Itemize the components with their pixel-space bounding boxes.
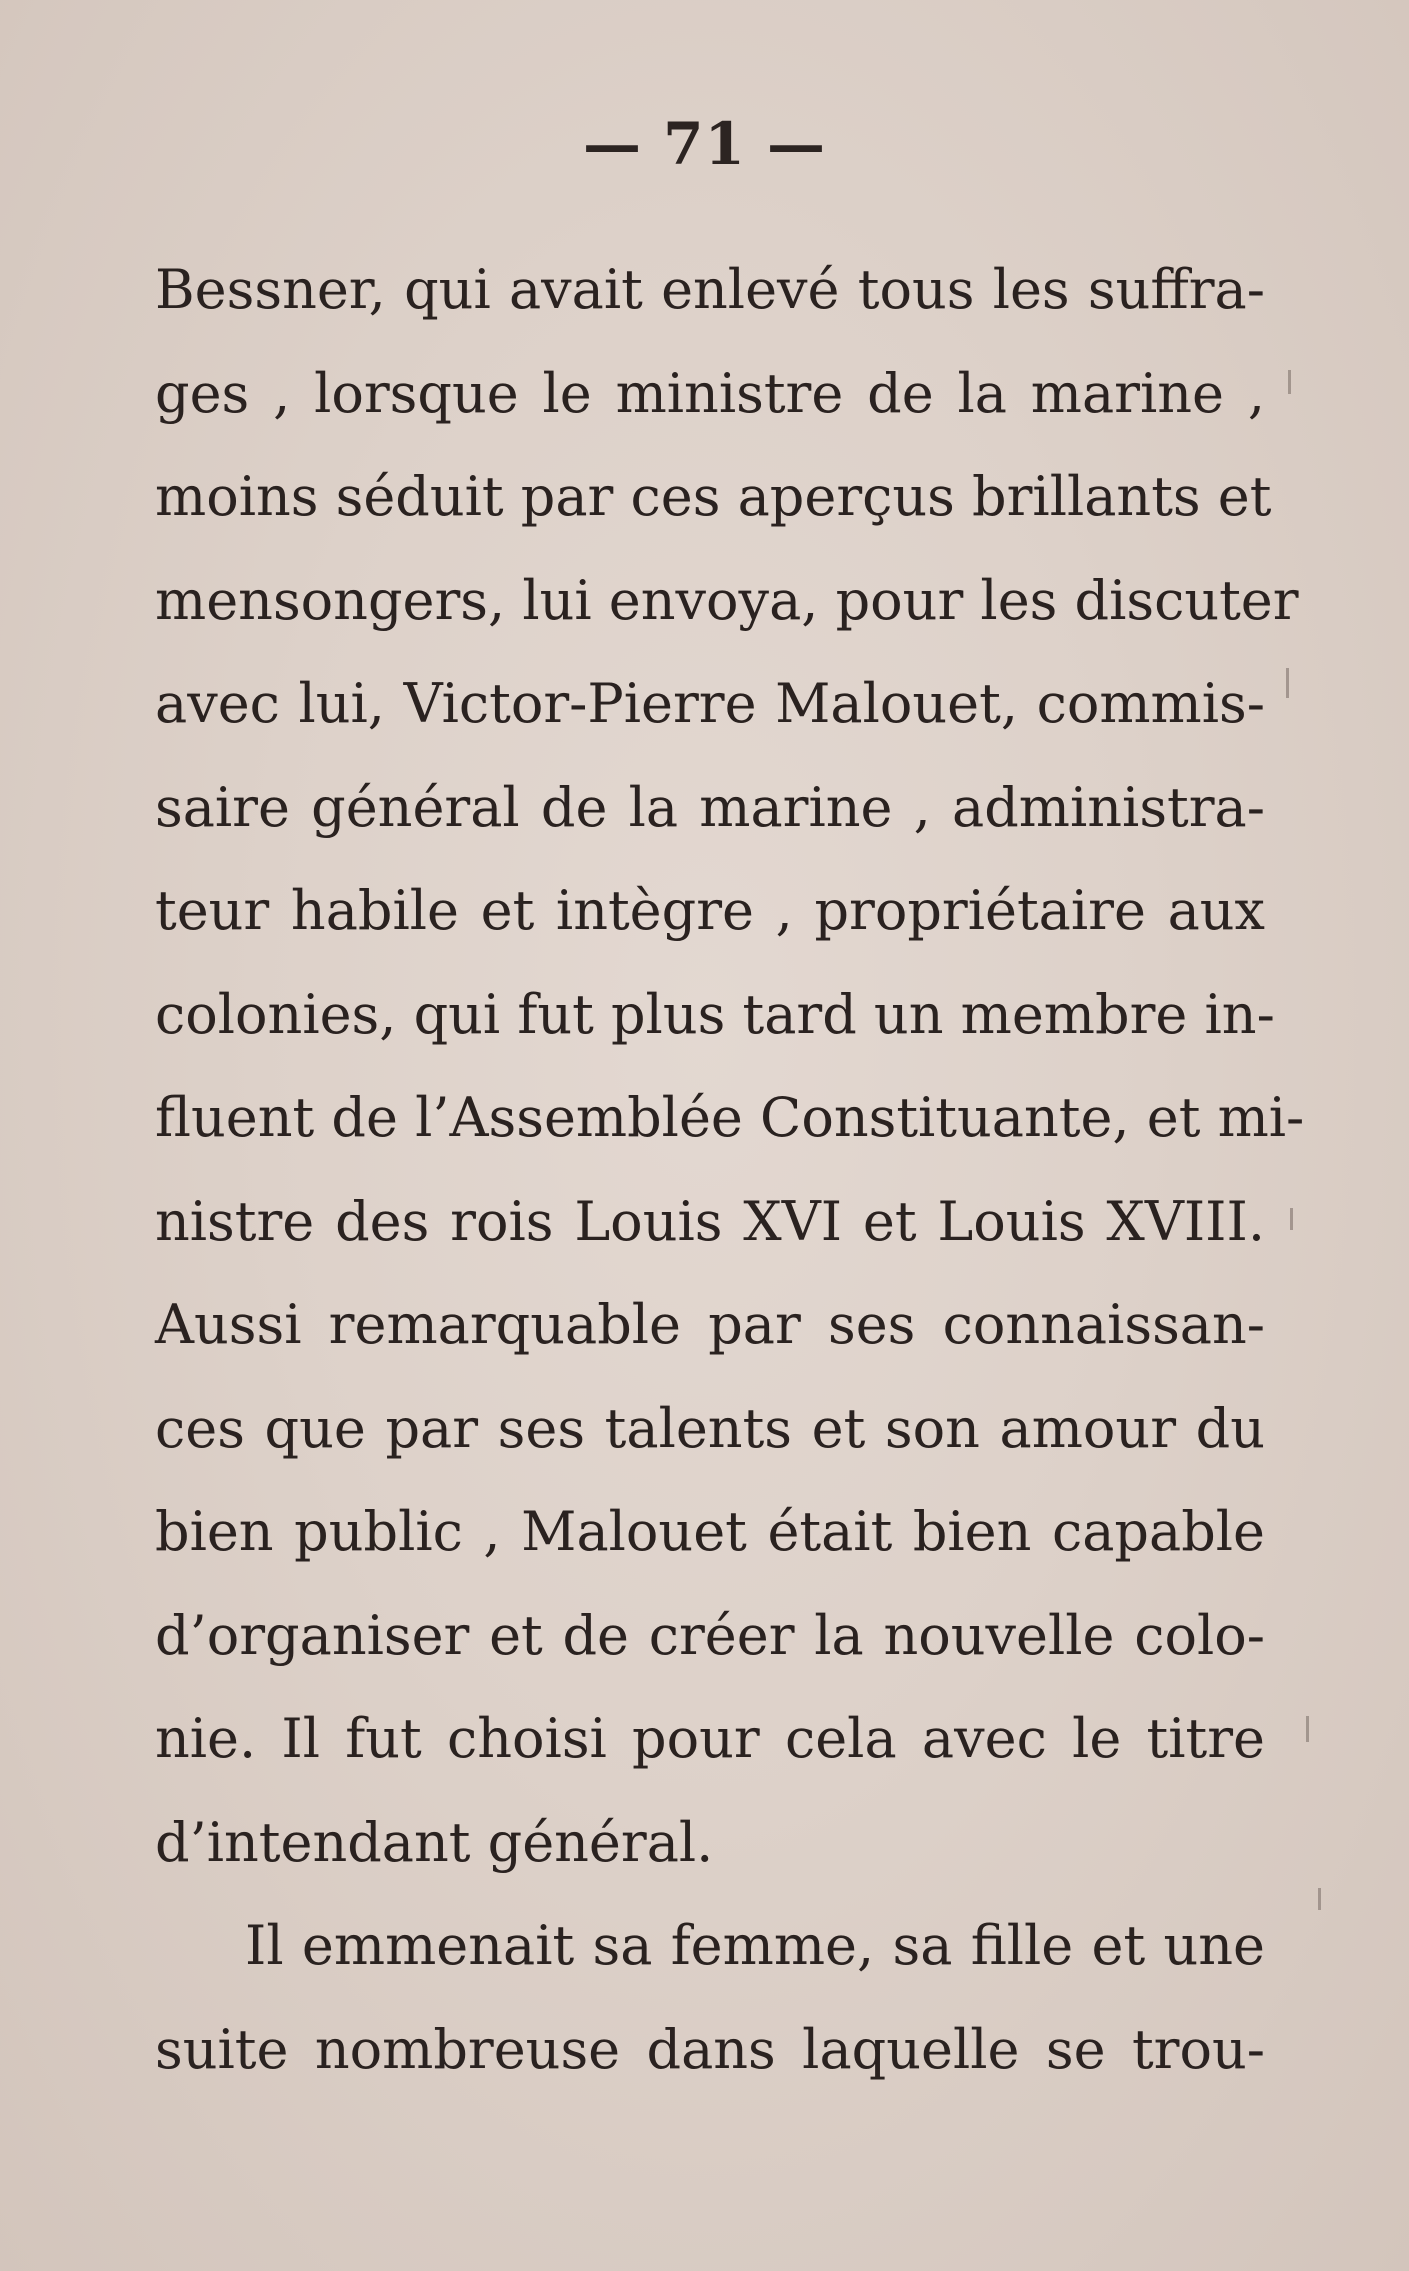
- margin-mark: [1290, 1208, 1293, 1230]
- margin-mark: [1306, 1716, 1309, 1742]
- text-line: ges , lorsque le ministre de la marine ,: [155, 361, 1265, 425]
- text-line: d’intendant général.: [155, 1810, 714, 1874]
- text-line: d’organiser et de créer la nouvelle colo-: [155, 1603, 1265, 1667]
- text-line: nie. Il fut choisi pour cela avec le titre: [155, 1707, 1265, 1770]
- text-line: Aussi remarquable par ses connaissan-: [155, 1293, 1265, 1356]
- text-line: nistre des rois Louis XVI et Louis XVIII.: [155, 1189, 1265, 1253]
- text-line: avec lui, Victor-Pierre Malouet, commis-: [155, 672, 1265, 735]
- body-text: [155, 238, 1305, 2101]
- margin-mark: [1286, 668, 1289, 698]
- text-line: Bessner, qui avait enlevé tous les suffra-: [155, 258, 1265, 321]
- text-line: moins séduit par ces aperçus brillants et: [155, 465, 1272, 528]
- text-line: suite nombreuse dans laquelle se trou-: [155, 2017, 1265, 2081]
- text-line: saire général de la marine , administra-: [155, 775, 1265, 839]
- margin-mark: [1288, 370, 1291, 394]
- text-line: fluent de l’Assemblée Constituante, et mi-: [155, 1086, 1305, 1149]
- text-line: mensongers, lui envoya, pour les discuter: [155, 568, 1299, 632]
- page-number: — 71 —: [582, 110, 827, 178]
- text-line: bien public , Malouet était bien capable: [155, 1500, 1265, 1563]
- text-line: teur habile et intègre , propriétaire aux: [155, 879, 1265, 942]
- text-line: ces que par ses talents et son amour du: [155, 1396, 1265, 1460]
- text-line: Il emmenait sa femme, sa fille et une: [245, 1914, 1265, 1977]
- margin-mark: [1318, 1888, 1321, 1910]
- text-line: colonies, qui fut plus tard un membre in-: [155, 982, 1275, 1046]
